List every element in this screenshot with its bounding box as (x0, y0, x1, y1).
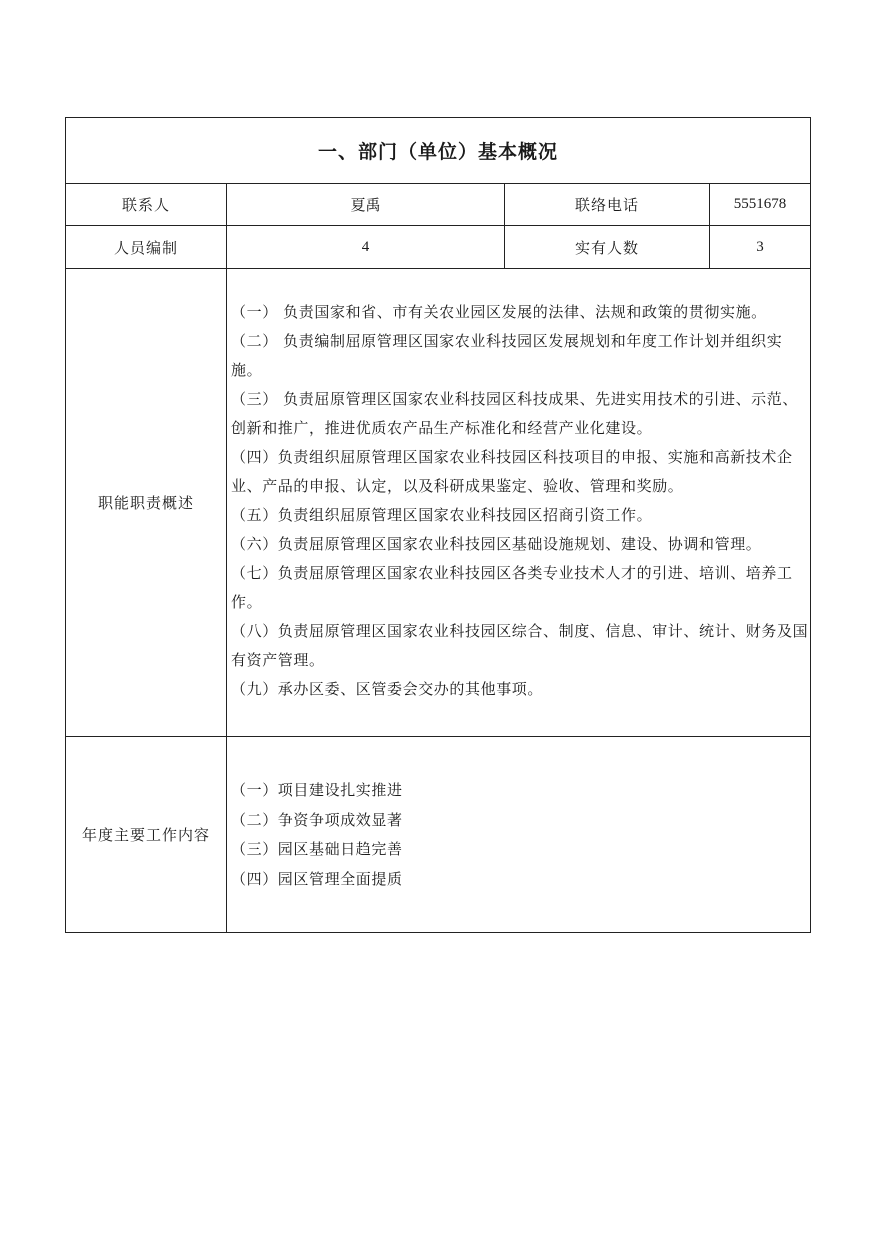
authorized-staff-label: 人员编制 (113, 238, 178, 257)
duties-row (66, 269, 810, 737)
duty-item: （五）负责组织屈原管理区国家农业科技园区招商引资工作。 (231, 506, 653, 524)
duties-list (231, 298, 809, 704)
duty-item: （一） 负责国家和省、市有关农业园区发展的法律、法规和政策的贯彻实施。 (231, 303, 767, 321)
annual-work-list (231, 776, 403, 894)
duty-item: （九）承办区委、区管委会交办的其他事项。 (231, 680, 544, 698)
work-item: （一）项目建设扎实推进 (231, 781, 403, 799)
duty-item: （二） 负责编制屈原管理区国家农业科技园区发展规划和年度工作计划并组织实施。 (231, 332, 783, 379)
work-item: （二）争资争项成效显著 (231, 810, 403, 829)
duties-content (226, 269, 810, 736)
overview-table (65, 117, 811, 933)
authorized-staff-value: 4 (226, 226, 504, 268)
contact-person-value: 夏禹 (226, 184, 504, 225)
phone-label: 联络电话 (504, 184, 709, 225)
duty-item: （六）负责屈原管理区国家农业科技园区基础设施规划、建设、协调和管理。 (231, 535, 762, 553)
duty-item: （四）负责组织屈原管理区国家农业科技园区科技项目的申报、实施和高新技术企业、产品的申报、认定，以及科研成果鉴定、验收、管理和奖励。 (231, 448, 793, 495)
duty-item: （七）负责屈原管理区国家农业科技园区各类专业技术人才的引进、培训、培养工作。 (231, 564, 793, 611)
actual-staff-label: 实有人数 (504, 226, 709, 268)
work-item: （三）园区基础日趋完善 (231, 840, 403, 858)
contact-row (66, 184, 810, 226)
work-item: （四）园区管理全面提质 (231, 869, 403, 888)
section-title: 一、部门（单位）基本概况 (317, 141, 558, 163)
title-row (66, 118, 810, 184)
staffing-row (66, 226, 810, 269)
annual-work-content (226, 737, 810, 932)
duties-label: 职能职责概述 (97, 494, 194, 512)
actual-staff-value: 3 (709, 226, 810, 268)
annual-work-row (66, 737, 810, 932)
annual-work-label: 年度主要工作内容 (81, 826, 210, 844)
contact-person-label: 联系人 (121, 196, 170, 214)
duty-item: （三） 负责屈原管理区国家农业科技园区科技成果、先进实用技术的引进、示范、创新和推广，推进优质农产品生产标准化和经营产业化建设。 (231, 390, 798, 437)
phone-value: 5551678 (709, 184, 810, 225)
duty-item: （八）负责屈原管理区国家农业科技园区综合、制度、信息、审计、统计、财务及国有资产管理。 (231, 622, 809, 669)
